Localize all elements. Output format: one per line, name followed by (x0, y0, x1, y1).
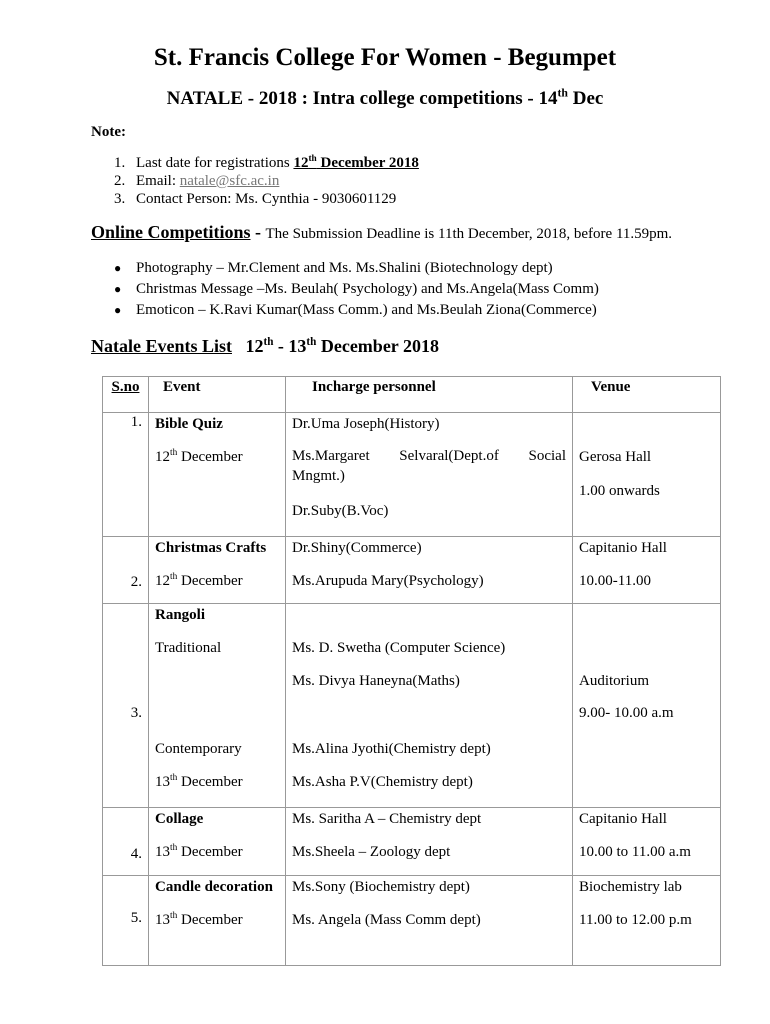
row-venue (573, 537, 721, 604)
row-sno: 5. (103, 876, 149, 966)
date-day: 13 (155, 912, 170, 928)
date-rest: December (177, 449, 243, 465)
list-item-text: Emoticon – K.Ravi Kumar(Mass Comm.) and Ms.Beulah Ziona(Commerce) (136, 302, 597, 318)
note-number: 1. (114, 155, 126, 171)
venue-time: 10.00-11.00 (579, 573, 651, 589)
note-item (114, 173, 279, 190)
person: Ms. Angela (Mass Comm dept) (292, 912, 481, 928)
event-name: Rangoli (155, 607, 206, 623)
note-item (114, 155, 419, 172)
row-event (149, 876, 286, 966)
person: Dr.Shiny(Commerce) (292, 540, 422, 556)
spacer (292, 604, 566, 637)
submission-deadline: The Submission Deadline is 11th December, 2018, before 11.59pm. (265, 226, 673, 242)
row-persons (286, 808, 573, 876)
row-venue (573, 413, 721, 537)
event-date (155, 771, 279, 804)
venue-time: 9.00- 10.00 a.m (579, 705, 674, 721)
spacer (292, 703, 566, 738)
online-competitions-heading (91, 222, 672, 243)
range-tail: December 2018 (316, 336, 439, 356)
range-start: 12 (245, 336, 264, 356)
date-day: 12 (155, 449, 170, 465)
bullet-icon: ● (114, 261, 122, 275)
venue-time: 10.00 to 11.00 a.m (579, 844, 691, 860)
venue-name: Biochemistry lab (579, 879, 682, 895)
person: Ms.Asha P.V(Chemistry dept) (292, 774, 473, 790)
note-number: 2. (114, 173, 126, 189)
spacer (155, 670, 279, 738)
note-label: Note: (91, 124, 126, 140)
row-persons (286, 537, 573, 604)
events-list-heading (91, 336, 439, 357)
event-name: Christmas Crafts (155, 540, 267, 556)
row-event (149, 808, 286, 876)
venue-time: 1.00 onwards (579, 483, 660, 499)
table-row (103, 413, 721, 537)
venue-name: Capitanio Hall (579, 811, 667, 827)
subtitle-sup: th (557, 86, 568, 100)
date-sup: th (170, 572, 178, 582)
header-venue: Venue (573, 377, 721, 413)
table-row (103, 537, 721, 604)
header-incharge: Incharge personnel (286, 377, 573, 413)
events-table (102, 376, 721, 966)
event-date (155, 570, 279, 603)
venue-name: Capitanio Hall (579, 540, 667, 556)
row-sno: 2. (103, 537, 149, 604)
subtitle-main: NATALE - 2018 : Intra college competitions - 14 (166, 88, 558, 109)
email-link[interactable]: natale@sfc.ac.in (179, 173, 280, 189)
row-sno: 1. (103, 413, 149, 537)
table-row (103, 604, 721, 808)
row-venue (573, 604, 721, 808)
page-title: St. Francis College For Women - Begumpet (153, 44, 617, 71)
person: Ms. Divya Haneyna(Maths) (292, 673, 460, 689)
header-sno: S.no (103, 377, 149, 413)
deadline-rest: December 2018 (316, 155, 419, 171)
date-sup: th (170, 773, 178, 783)
online-heading-text: Online Competitions (91, 222, 251, 242)
date-rest: December (177, 912, 243, 928)
date-day: 13 (155, 844, 170, 860)
bullet-icon: ● (114, 282, 122, 296)
date-day: 12 (155, 573, 170, 589)
date-sup: th (170, 448, 178, 458)
deadline-sup: th (308, 154, 317, 164)
person: Ms.Sony (Biochemistry dept) (292, 879, 470, 895)
row-event (149, 537, 286, 604)
row-persons (286, 604, 573, 808)
person: Ms.Alina Jyothi(Chemistry dept) (292, 741, 491, 757)
row-venue (573, 876, 721, 966)
person: Dr.Uma Joseph(History) (292, 416, 440, 432)
registration-deadline (293, 155, 418, 171)
row-venue (573, 808, 721, 876)
note-number: 3. (114, 191, 126, 207)
page-subtitle (0, 88, 770, 110)
person (292, 446, 566, 500)
events-heading-text: Natale Events List (91, 336, 232, 356)
list-item-text: Photography – Mr.Clement and Ms. Ms.Shalini (Biotechnology dept) (136, 260, 553, 276)
event-sub: Traditional (155, 640, 222, 656)
venue-name: Auditorium (579, 673, 649, 689)
event-name: Bible Quiz (155, 416, 223, 432)
note-text: Last date for registrations (136, 155, 294, 171)
event-date (155, 446, 279, 479)
deadline-day: 12 (293, 155, 309, 171)
note-item (114, 191, 396, 208)
range-start-sup: th (263, 336, 274, 348)
date-rest: December (177, 774, 243, 790)
event-name: Collage (155, 811, 204, 827)
event-date (155, 841, 279, 874)
spacer (579, 413, 714, 446)
row-event (149, 604, 286, 808)
range-mid: - 13 (273, 336, 307, 356)
table-header-row (103, 377, 721, 413)
person: Dr.Suby(B.Voc) (292, 503, 389, 519)
venue-name: Gerosa Hall (579, 449, 652, 465)
list-item (114, 281, 599, 298)
list-item-text: Christmas Message –Ms. Beulah( Psychology) and Ms.Angela(Mass Comm) (136, 281, 599, 297)
note-text: Contact Person: Ms. Cynthia - 9030601129 (136, 191, 397, 207)
person: Ms.Sheela – Zoology dept (292, 844, 451, 860)
online-heading-dash: - (250, 222, 266, 242)
event-sub: Contemporary (155, 741, 242, 757)
event-date (155, 909, 279, 942)
date-rest: December (177, 844, 243, 860)
row-sno: 3. (103, 604, 149, 808)
row-persons (286, 876, 573, 966)
row-persons (286, 413, 573, 537)
spacer (579, 604, 714, 670)
person: Ms. Saritha A – Chemistry dept (292, 811, 482, 827)
subtitle-tail: Dec (567, 88, 604, 109)
venue-time: 11.00 to 12.00 p.m (579, 912, 692, 928)
bullet-icon: ● (114, 303, 122, 317)
range-end-sup: th (306, 336, 317, 348)
date-sup: th (170, 843, 178, 853)
date-sup: th (170, 911, 178, 921)
event-name: Candle decoration (155, 879, 273, 895)
list-item (114, 260, 553, 277)
person: Ms.Arupuda Mary(Psychology) (292, 573, 484, 589)
row-sno: 4. (103, 808, 149, 876)
list-item (114, 302, 597, 319)
person-text: Ms.Margaret Selvaral(Dept.of Social Mngmt.) (292, 448, 566, 484)
table-row (103, 876, 721, 966)
date-day: 13 (155, 774, 170, 790)
note-text: Email: (136, 173, 180, 189)
table-row (103, 808, 721, 876)
date-rest: December (177, 573, 243, 589)
header-event: Event (149, 377, 286, 413)
person: Ms. D. Swetha (Computer Science) (292, 640, 506, 656)
row-event (149, 413, 286, 537)
